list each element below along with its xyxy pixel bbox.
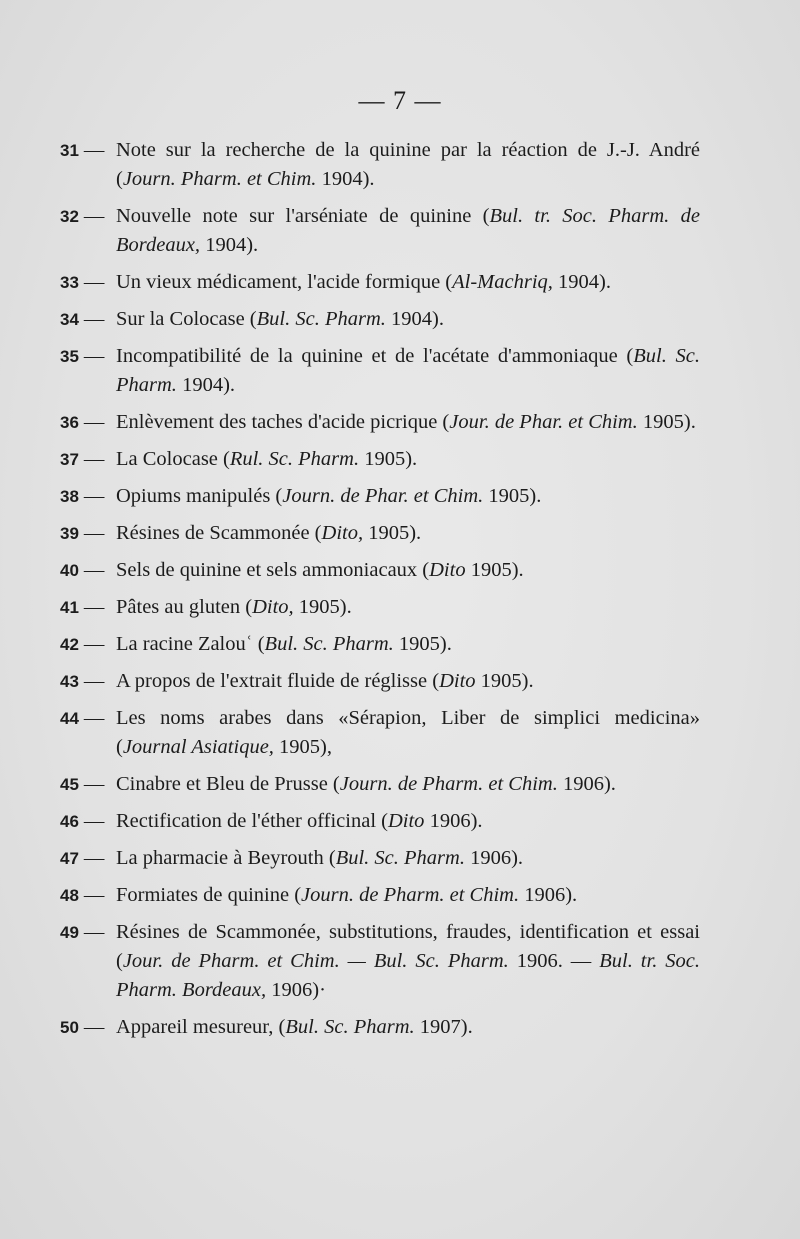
- bibliography-entry: [60, 268, 700, 297]
- entry-citation-italic: Bul. Sc. Pharm.: [335, 847, 465, 869]
- entry-number: [60, 445, 116, 474]
- entry-number: [60, 268, 116, 297]
- entry-number-label: 50: [60, 1018, 79, 1037]
- entry-dash: —: [83, 670, 105, 692]
- bibliography-entry: [60, 519, 700, 548]
- entry-text-segment: Pâtes au gluten (: [116, 596, 253, 618]
- entry-text: [116, 770, 700, 799]
- entry-text-segment: Opiums manipulés (: [116, 485, 283, 507]
- entry-number: [60, 519, 116, 548]
- entry-number: [60, 136, 116, 165]
- entry-number-label: 40: [60, 561, 79, 580]
- entry-dash: —: [83, 139, 105, 161]
- entry-text-segment: 1905).: [637, 411, 696, 433]
- entry-citation-italic: Bul. tr. Soc. Pharm. Bordeaux,: [116, 950, 701, 1001]
- entry-number-label: 38: [60, 487, 79, 506]
- bibliography-entry: [60, 408, 700, 437]
- entry-number-label: 43: [60, 672, 79, 691]
- bibliography-entry: [60, 667, 700, 696]
- entry-number-label: 48: [60, 886, 79, 905]
- entry-text: [116, 342, 700, 400]
- entry-citation-italic: Jour. de Pharm. et Chim. — Bul. Sc. Pharm.: [122, 950, 509, 972]
- entry-dash: —: [83, 847, 105, 869]
- entry-text-segment: 1907).: [414, 1016, 473, 1038]
- entry-text: [116, 408, 700, 437]
- entry-dash: —: [83, 448, 105, 470]
- entry-text-segment: Nouvelle note sur l'arséniate de quinine (: [116, 205, 490, 227]
- entry-number: [60, 844, 116, 873]
- entry-number-label: 36: [60, 413, 79, 432]
- entry-dash: —: [83, 1016, 105, 1038]
- entry-citation-italic: Bul. Sc. Pharm.: [256, 308, 386, 330]
- bibliography-entry: [60, 136, 700, 194]
- bibliography-entry: [60, 630, 700, 659]
- entry-citation-italic: Dito: [439, 670, 476, 692]
- entry-text-segment: 1905).: [465, 559, 524, 581]
- entry-text: [116, 136, 700, 194]
- entry-number: [60, 202, 116, 231]
- entry-text-segment: 1906).: [464, 847, 524, 869]
- entry-number: [60, 630, 116, 659]
- entry-number-label: 32: [60, 207, 79, 226]
- entry-citation-italic: Bul. Sc. Pharm.: [285, 1016, 415, 1038]
- entry-citation-italic: Dito,: [321, 522, 364, 544]
- entry-number: [60, 918, 116, 947]
- entry-text-segment: Résines de Scammonée (: [116, 522, 322, 544]
- entry-text-segment: A propos de l'extrait fluide de réglisse (: [116, 670, 440, 692]
- entry-citation-italic: Rul. Sc. Pharm.: [229, 448, 360, 470]
- entry-text: [116, 593, 700, 622]
- bibliography-entry: [60, 807, 700, 836]
- entry-text-segment: 1906)·: [266, 979, 326, 1001]
- entry-text: [116, 202, 700, 260]
- entry-dash: —: [83, 773, 105, 795]
- entry-text-segment: 1905).: [363, 522, 422, 544]
- entry-number-label: 34: [60, 310, 79, 329]
- entry-text-segment: 1905).: [475, 670, 534, 692]
- entry-text-segment: 1905).: [393, 633, 452, 655]
- entry-dash: —: [83, 205, 105, 227]
- entry-citation-italic: Jour. de Phar. et Chim.: [449, 411, 638, 433]
- entry-dash: —: [83, 308, 105, 330]
- entry-dash: —: [83, 633, 105, 655]
- entry-text-segment: La pharmacie à Beyrouth (: [116, 847, 336, 869]
- entry-text: [116, 881, 700, 910]
- bibliography-entry: [60, 770, 700, 799]
- bibliography-entry: [60, 1013, 700, 1042]
- entry-text-segment: 1906).: [519, 884, 578, 906]
- entry-citation-italic: Bul. Sc. Pharm.: [264, 633, 394, 655]
- entry-number-label: 33: [60, 273, 79, 292]
- entry-number: [60, 881, 116, 910]
- entry-text-segment: Rectification de l'éther officinal (: [116, 810, 388, 832]
- entry-number-label: 46: [60, 812, 79, 831]
- entry-text-segment: 1905).: [293, 596, 352, 618]
- bibliography-entry: [60, 918, 700, 1005]
- entry-text: [116, 482, 700, 511]
- entry-number: [60, 1013, 116, 1042]
- entry-text-segment: 1905).: [483, 485, 542, 507]
- entry-dash: —: [83, 707, 105, 729]
- entry-number: [60, 342, 116, 371]
- entry-text: [116, 667, 700, 696]
- bibliography-entry: [60, 704, 700, 762]
- entry-text: [116, 305, 700, 334]
- entry-text: [116, 630, 700, 659]
- entry-citation-italic: Journ. de Pharm. et Chim.: [301, 884, 520, 906]
- entry-dash: —: [83, 345, 105, 367]
- entry-text: [116, 844, 700, 873]
- entry-text: [116, 268, 700, 297]
- entry-citation-italic: Dito,: [252, 596, 294, 618]
- entry-text-segment: 1904).: [200, 234, 259, 256]
- entry-citation-italic: Dito: [387, 810, 425, 832]
- entry-number-label: 42: [60, 635, 79, 654]
- entry-text-segment: 1906. —: [508, 950, 600, 972]
- entry-citation-italic: Bul. Sc. Pharm.: [116, 345, 700, 396]
- entry-text-segment: Cinabre et Bleu de Prusse (: [116, 773, 340, 795]
- entry-number-label: 45: [60, 775, 79, 794]
- entry-text-segment: Un vieux médicament, l'acide formique (: [116, 271, 453, 293]
- entry-text-segment: 1905).: [359, 448, 418, 470]
- bibliography-entry: [60, 445, 700, 474]
- entry-text-segment: Sels de quinine et sels ammoniacaux (: [116, 559, 430, 581]
- entry-text: [116, 556, 700, 585]
- entry-dash: —: [83, 810, 105, 832]
- entry-text: [116, 519, 700, 548]
- entry-number: [60, 482, 116, 511]
- bibliography-entry: [60, 844, 700, 873]
- entry-text-segment: Note sur la recherche de la quinine par la réaction de J.-J. André (: [116, 139, 700, 190]
- entry-citation-italic: Journ. de Pharm. et Chim.: [339, 773, 558, 795]
- entry-number-label: 39: [60, 524, 79, 543]
- entry-number: [60, 305, 116, 334]
- entry-number-label: 35: [60, 347, 79, 366]
- entry-text-segment: La Colocase (: [116, 448, 230, 470]
- entry-text: [116, 445, 700, 474]
- entry-number: [60, 408, 116, 437]
- bibliography-list: [60, 136, 700, 1050]
- entry-dash: —: [83, 884, 105, 906]
- entry-number: [60, 770, 116, 799]
- entry-dash: —: [83, 271, 105, 293]
- entry-number: [60, 556, 116, 585]
- entry-dash: —: [83, 485, 105, 507]
- entry-text-segment: 1904).: [316, 168, 375, 190]
- bibliography-entry: [60, 556, 700, 585]
- bibliography-entry: [60, 305, 700, 334]
- entry-number-label: 37: [60, 450, 79, 469]
- entry-text-segment: Enlèvement des taches d'acide picrique (: [116, 411, 450, 433]
- bibliography-entry: [60, 342, 700, 400]
- entry-citation-italic: Bul. tr. Soc. Pharm. de Bordeaux,: [116, 205, 700, 256]
- entry-text-segment: 1904).: [552, 271, 611, 293]
- entry-text-segment: 1906).: [424, 810, 483, 832]
- entry-dash: —: [83, 411, 105, 433]
- entry-number-label: 41: [60, 598, 79, 617]
- entry-number: [60, 667, 116, 696]
- entry-citation-italic: Journ. Pharm. et Chim.: [122, 168, 317, 190]
- entry-dash: —: [83, 921, 105, 943]
- page-number: — 7 —: [358, 86, 442, 115]
- entry-citation-italic: Journal Asiatique,: [122, 736, 274, 758]
- entry-text-segment: Résines de Scammonée, substitutions, fraudes, identification et essai (: [116, 921, 700, 972]
- entry-number: [60, 704, 116, 733]
- entry-text-segment: 1905),: [273, 736, 332, 758]
- bibliography-entry: [60, 593, 700, 622]
- bibliography-entry: [60, 482, 700, 511]
- entry-text: [116, 704, 700, 762]
- entry-citation-italic: Al-Machriq,: [452, 271, 553, 293]
- entry-text-segment: Appareil mesureur, (: [116, 1016, 286, 1038]
- entry-dash: —: [83, 596, 105, 618]
- entry-number-label: 31: [60, 141, 79, 160]
- entry-text: [116, 807, 700, 836]
- entry-dash: —: [83, 559, 105, 581]
- entry-number: [60, 807, 116, 836]
- entry-citation-italic: Dito: [429, 559, 466, 581]
- bibliography-entry: [60, 881, 700, 910]
- entry-text-segment: Sur la Colocase (: [116, 308, 257, 330]
- bibliography-entry: [60, 202, 700, 260]
- entry-text-segment: 1904).: [385, 308, 444, 330]
- entry-number-label: 49: [60, 923, 79, 942]
- entry-text-segment: Incompatibilité de la quinine et de l'acétate d'ammoniaque (: [116, 345, 634, 367]
- entry-citation-italic: Journ. de Phar. et Chim.: [282, 485, 484, 507]
- entry-number-label: 47: [60, 849, 79, 868]
- entry-dash: —: [83, 522, 105, 544]
- entry-number-label: 44: [60, 709, 79, 728]
- entry-text-segment: 1906).: [557, 773, 616, 795]
- entry-text: [116, 1013, 700, 1042]
- entry-text-segment: La racine Zalouʿ (: [116, 633, 265, 655]
- entry-number: [60, 593, 116, 622]
- entry-text: [116, 918, 700, 1005]
- entry-text-segment: Formiates de quinine (: [116, 884, 302, 906]
- entry-text-segment: 1904).: [176, 374, 236, 396]
- entry-text-segment: Les noms arabes dans «Sérapion, Liber de simplici medicina» (: [116, 707, 700, 758]
